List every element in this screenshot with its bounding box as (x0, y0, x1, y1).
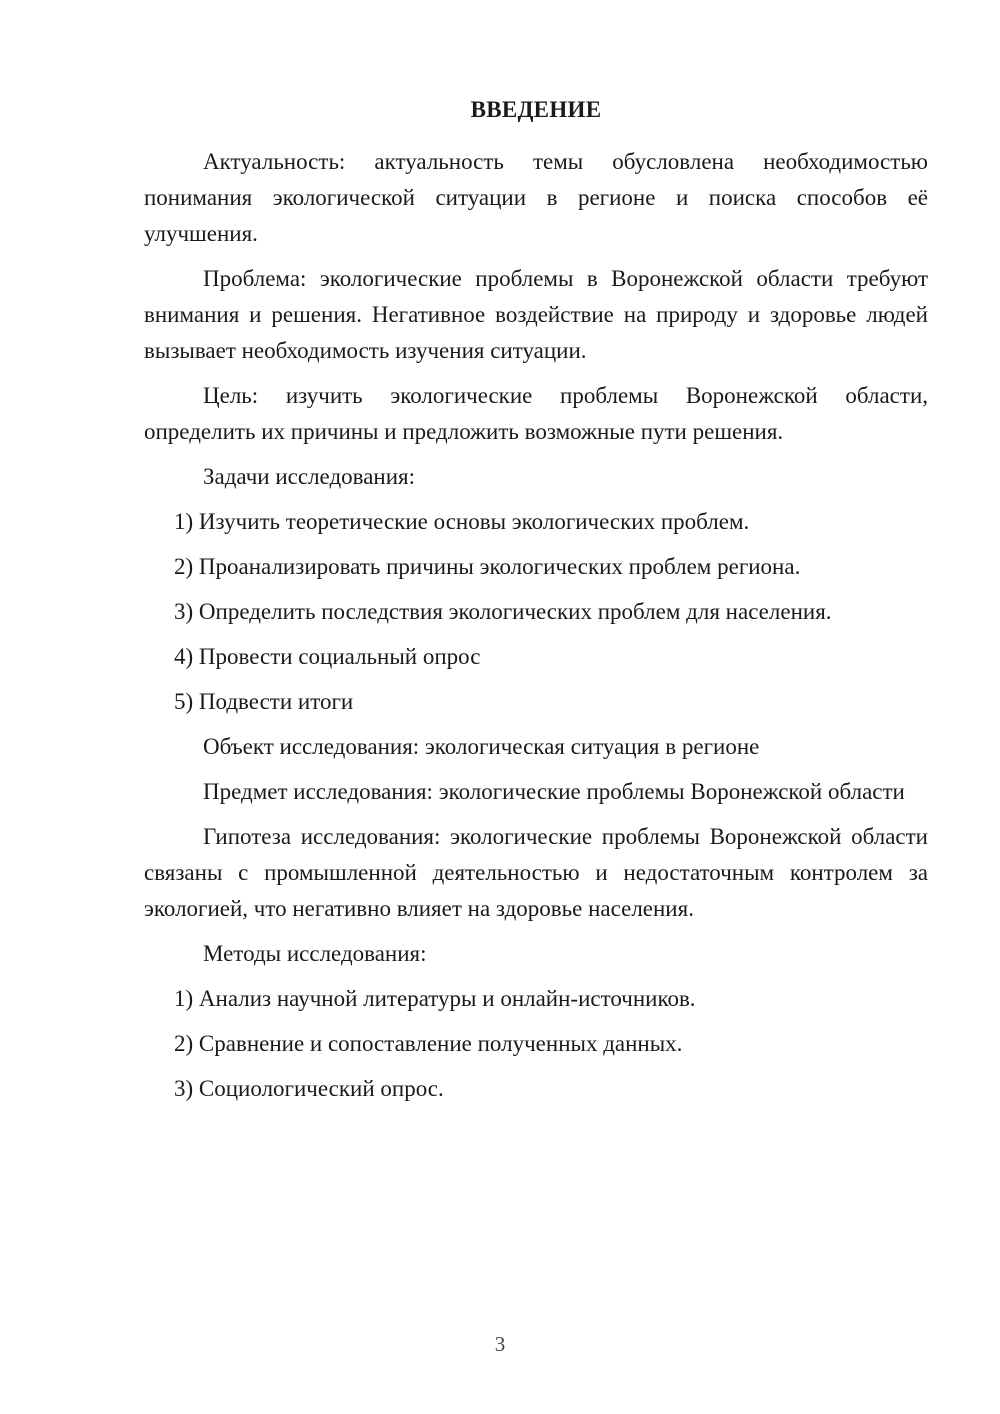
method-item-2: 2) Сравнение и сопоставление полученных данных. (174, 1031, 683, 1056)
object-paragraph: Объект исследования: экологическая ситуация в регионе (203, 734, 760, 759)
method-item-3: 3) Социологический опрос. (174, 1076, 444, 1101)
goal-paragraph: Цель: изучить экологические проблемы Воронежской области, определить их причины и предложить возможные пути решения. (144, 383, 928, 444)
section-title: ВВЕДЕНИЕ (470, 97, 602, 122)
task-item-3: 3) Определить последствия экологических проблем для населения. (174, 599, 832, 624)
methods-heading: Методы исследования: (203, 941, 427, 966)
hypothesis-paragraph: Гипотеза исследования: экологические проблемы Воронежской области связаны с промышленной деятельностью и недостаточным контролем за экологией, что негативно влияет на здоровье населения. (144, 824, 928, 921)
task-item-2: 2) Проанализировать причины экологических проблем региона. (174, 554, 801, 579)
document-page (144, 92, 928, 1116)
task-item-1: 1) Изучить теоретические основы экологических проблем. (174, 509, 750, 534)
task-item-5: 5) Подвести итоги (174, 689, 354, 714)
problem-paragraph: Проблема: экологические проблемы в Воронежской области требуют внимания и решения. Негативное воздействие на природу и здоровье людей вызывает необходимость изучения ситуации. (144, 266, 928, 363)
task-item-4: 4) Провести социальный опрос (174, 644, 481, 669)
subject-paragraph: Предмет исследования: экологические проблемы Воронежской области (203, 779, 905, 804)
tasks-heading: Задачи исследования: (203, 464, 416, 489)
tasks-list (144, 504, 928, 720)
page-number: 3 (494, 1332, 506, 1356)
methods-list (144, 981, 928, 1107)
relevance-paragraph: Актуальность: актуальность темы обусловлена необходимостью понимания экологической ситуации в регионе и поиска способов её улучшения. (144, 149, 928, 246)
method-item-1: 1) Анализ научной литературы и онлайн-источников. (174, 986, 696, 1011)
